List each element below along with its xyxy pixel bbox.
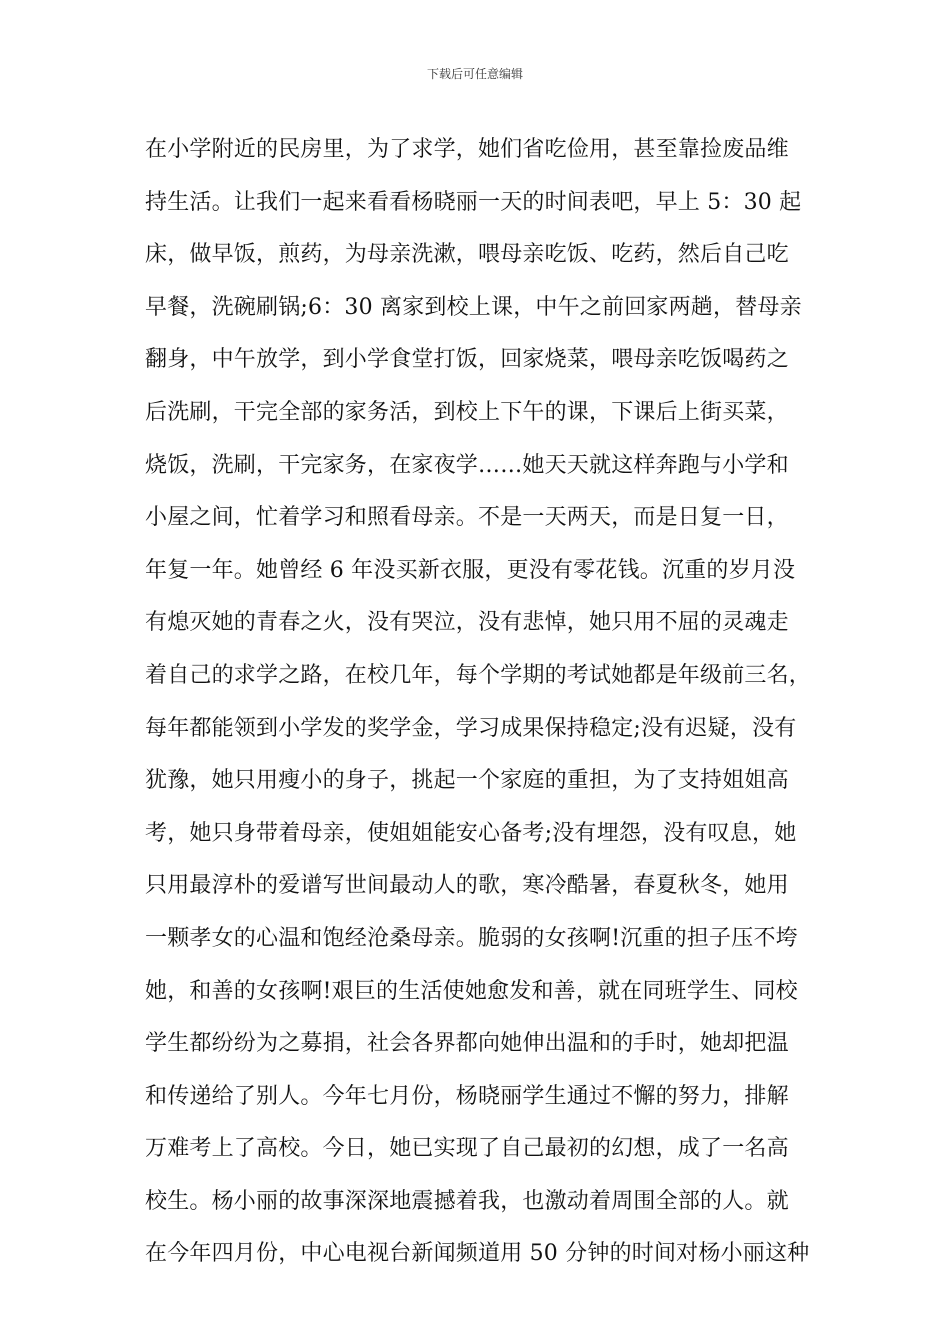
text-line: 着自己的求学之路，在校几年，每个学期的考试她都是年级前三名， bbox=[145, 662, 812, 688]
text-line: 小屋之间，忙着学习和照看母亲。不是一天两天，而是日复一日， bbox=[145, 505, 789, 531]
text-line: 在小学附近的民房里，为了求学，她们省吃俭用，甚至靠捡废品维 bbox=[145, 137, 789, 162]
text-line: 犹豫，她只用瘦小的身子，挑起一个家庭的重担，为了支持姐姐高 bbox=[145, 768, 789, 794]
text-line: 只用最淳朴的爱谱写世间最动人的歌，寒冷酷暑，春夏秋冬，她用 bbox=[145, 873, 789, 899]
text-line: 万难考上了高校。今日，她已实现了自己最初的幻想，成了一名高 bbox=[145, 1136, 789, 1162]
text-line: 年复一年。她曾经 6 年没买新衣服，更没有零花钱。沉重的岁月没 bbox=[145, 557, 796, 583]
page-header: 下载后可任意编辑 bbox=[426, 67, 523, 81]
text-line: 学生都纷纷为之募捐，社会各界都向她伸出温和的手时，她却把温 bbox=[145, 1031, 789, 1057]
text-line: 持生活。让我们一起来看看杨晓丽一天的时间表吧，早上 5：30 起 bbox=[145, 189, 802, 215]
text-line: 和传递给了别人。今年七月份，杨晓丽学生通过不懈的努力，排解 bbox=[145, 1083, 789, 1109]
text-line: 早餐，洗碗刷锅;6：30 离家到校上课，中午之前回家两趟，替母亲 bbox=[145, 294, 802, 320]
text-line: 在今年四月份，中心电视台新闻频道用 50 分钟的时间对杨小丽这种 bbox=[145, 1241, 810, 1267]
text-line: 考，她只身带着母亲，使姐姐能安心备考;没有埋怨，没有叹息，她 bbox=[145, 820, 797, 846]
text-line: 每年都能领到小学发的奖学金，学习成果保持稳定;没有迟疑，没有 bbox=[145, 715, 797, 741]
document-body bbox=[145, 126, 810, 1283]
text-line: 床，做早饭，煎药，为母亲洗漱，喂母亲吃饭、吃药，然后自己吃 bbox=[145, 242, 789, 268]
text-line: 翻身，中午放学，到小学食堂打饭，回家烧菜，喂母亲吃饭喝药之 bbox=[145, 347, 789, 373]
text-line: 烧饭，洗刷，干完家务，在家夜学……她天天就这样奔跑与小学和 bbox=[145, 452, 789, 478]
text-line: 有熄灭她的青春之火，没有哭泣，没有悲悼，她只用不屈的灵魂走 bbox=[145, 610, 789, 636]
text-line: 她，和善的女孩啊!艰巨的生活使她愈发和善，就在同班学生、同校 bbox=[145, 978, 798, 1004]
text-line: 校生。杨小丽的故事深深地震撼着我，也激动着周围全部的人。就 bbox=[145, 1188, 789, 1214]
text-line: 一颗孝女的心温和饱经沧桑母亲。脆弱的女孩啊!沉重的担子压不垮 bbox=[145, 925, 798, 951]
text-line: 后洗刷，干完全部的家务活，到校上下午的课，下课后上街买菜， bbox=[145, 399, 789, 425]
